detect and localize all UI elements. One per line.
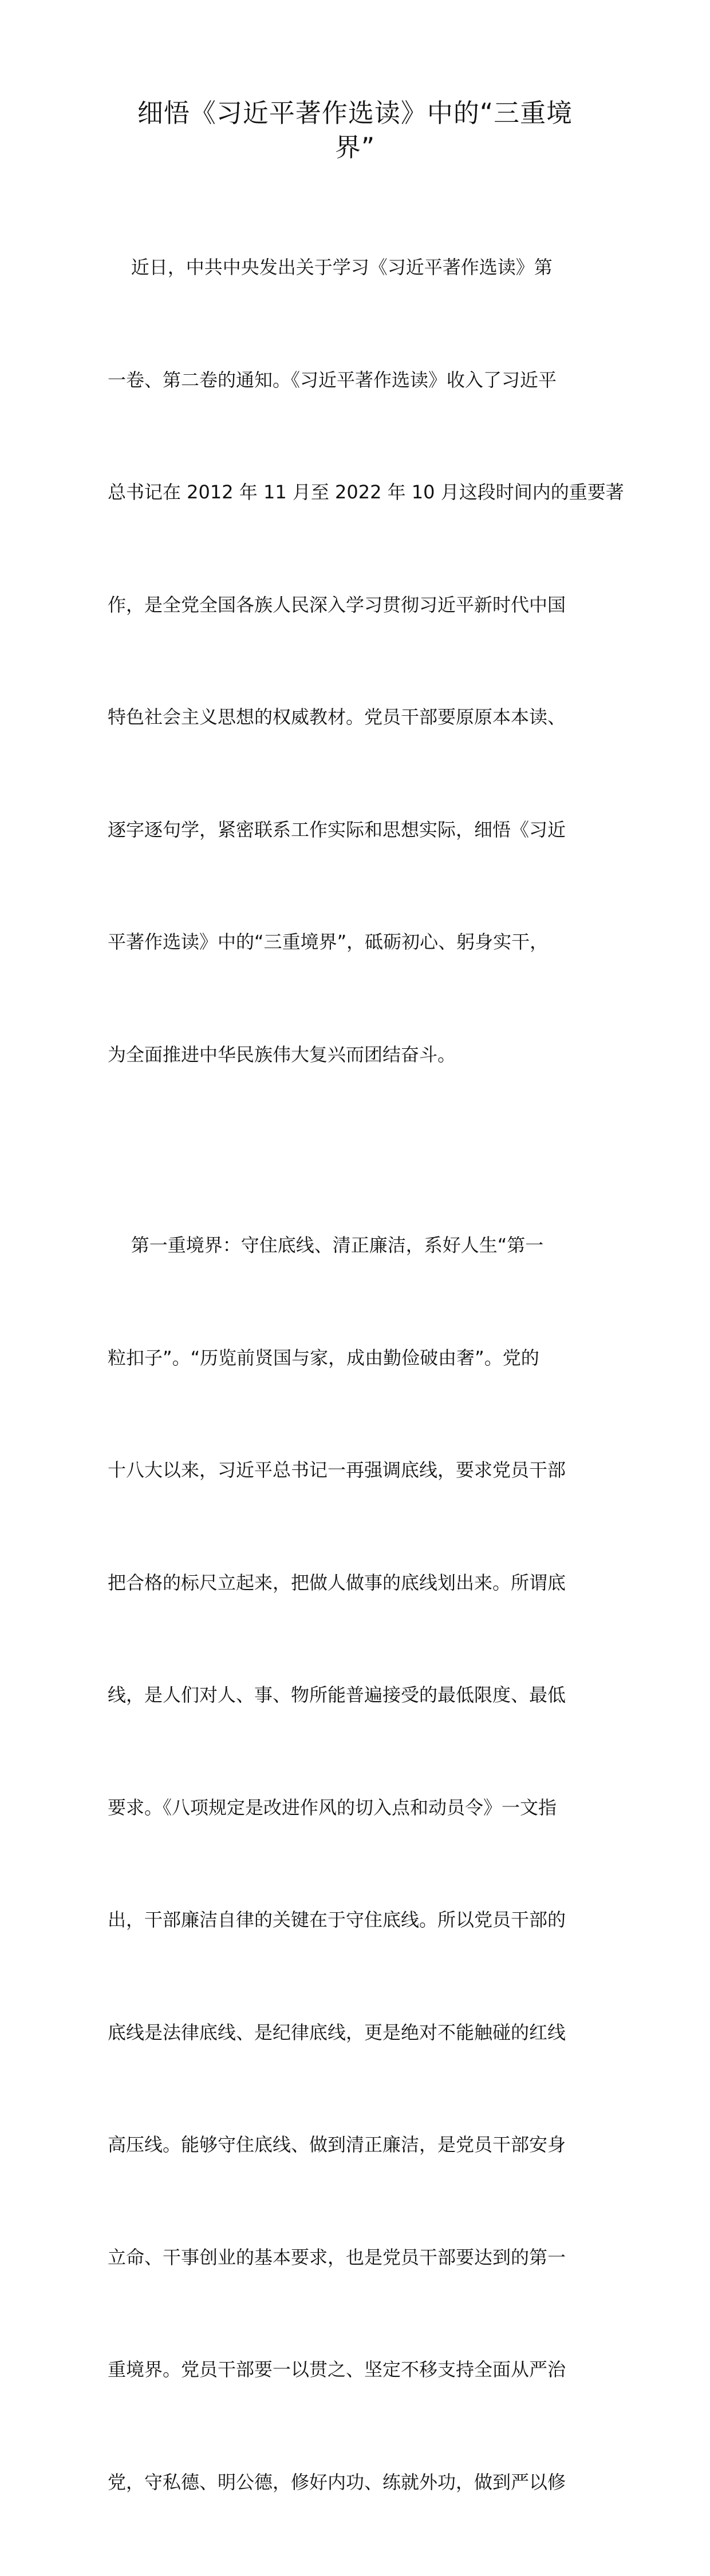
text-line: 平著作选读》中的“三重境界”，砥砺初心、躬身实干， [108, 931, 549, 953]
text-line: 立命、干事创业的基本要求，也是党员干部要达到的第一 [108, 2246, 566, 2268]
text-line: 作，是全党全国各族人民深入学习贯彻习近平新时代中国 [108, 593, 566, 616]
text-line: 粒扣子”。“历览前贤国与家，成由勤俭破由奢”。党的 [108, 1346, 539, 1369]
paragraph [108, 174, 624, 1148]
document-body [108, 174, 624, 2576]
text-line: 为全面推进中华民族伟大复兴而团结奋斗。 [108, 1043, 456, 1065]
text-line: 重境界。党员干部要一以贯之、坚定不移支持全面从严治 [108, 2359, 566, 2380]
text-line: 把合格的标尺立起来，把做人做事的底线划出来。所谓底 [108, 1571, 566, 1594]
text-line: 出，干部廉洁自律的关键在于守住底线。所以党员干部的 [108, 1909, 566, 1931]
text-line: 近日，中共中央发出关于学习《习近平著作选读》第 [108, 256, 553, 278]
document-title [115, 96, 595, 165]
paragraph [108, 1152, 605, 2576]
text-line: 底线是法律底线、是纪律底线，更是绝对不能触碰的红线 [108, 2021, 566, 2043]
text-line: 十八大以来，习近平总书记一再强调底线，要求党员干部 [108, 1459, 566, 1481]
text-line: 要求。《八项规定是改进作风的切入点和动员令》一文指 [108, 1796, 557, 1818]
text-line: 高压线。能够守住底线、做到清正廉洁，是党员干部安身 [108, 2134, 566, 2155]
text-line: 逐字逐句学，紧密联系工作实际和思想实际，细悟《习近 [108, 818, 566, 841]
text-line: 线，是人们对人、事、物所能普遍接受的最低限度、最低 [108, 1684, 566, 1706]
text-line: 特色社会主义思想的权威教材。党员干部要原原本本读、 [108, 706, 566, 728]
text-line: 一卷、第二卷的通知。《习近平著作选读》收入了习近平 [108, 368, 557, 391]
text-line: 党，守私德、明公德，修好内功、练就外功，做到严以修 [108, 2471, 566, 2493]
title-line: 细悟《习近平著作选读》中的“三重境 [137, 98, 573, 128]
title-line: 界” [334, 132, 376, 163]
text-line: 总书记在 2012 年 11 月至 2022 年 10 月这段时间内的重要著 [108, 481, 624, 503]
text-line: 第一重境界：守住底线、清正廉洁，系好人生“第一 [108, 1234, 544, 1256]
